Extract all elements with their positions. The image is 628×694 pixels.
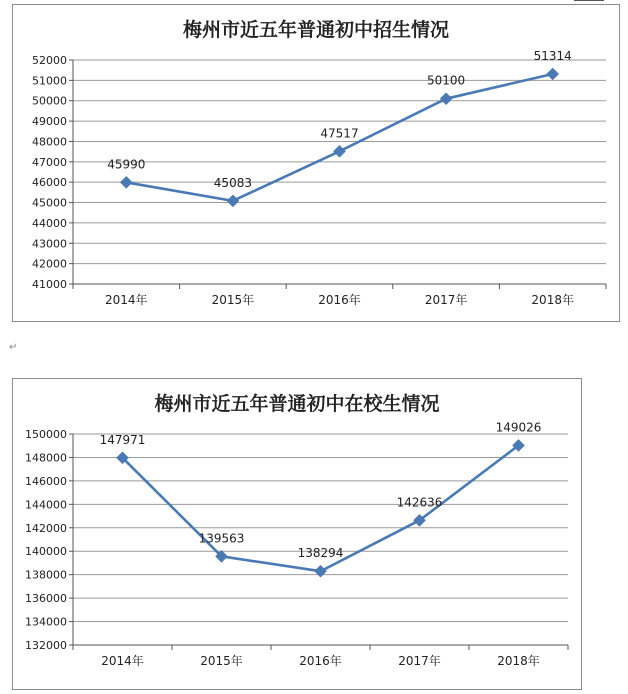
enrollment-chart bbox=[12, 4, 620, 322]
data-point-marker bbox=[120, 176, 132, 188]
y-tick-label: 43000 bbox=[32, 237, 67, 251]
data-point-marker bbox=[547, 68, 559, 80]
y-tick-label: 51000 bbox=[32, 74, 67, 88]
y-tick-label: 144000 bbox=[25, 498, 67, 512]
paragraph-mark: ↵ bbox=[9, 342, 18, 353]
data-label: 138294 bbox=[297, 546, 344, 561]
x-tick-label: 2014年 bbox=[101, 654, 144, 668]
x-tick-label: 2018年 bbox=[497, 654, 540, 668]
x-tick-label: 2016年 bbox=[318, 293, 361, 307]
y-tick-label: 140000 bbox=[25, 545, 67, 559]
data-label: 45990 bbox=[107, 157, 146, 172]
data-label: 147971 bbox=[99, 432, 146, 447]
data-label: 45083 bbox=[213, 175, 252, 190]
enrollment-chart-plot bbox=[13, 5, 621, 323]
data-label: 142636 bbox=[396, 495, 443, 510]
y-tick-label: 45000 bbox=[32, 196, 67, 210]
y-tick-label: 46000 bbox=[32, 176, 67, 190]
y-tick-label: 134000 bbox=[25, 615, 67, 629]
chart-title-students: 梅州市近五年普通初中在校生情况 bbox=[154, 393, 440, 415]
y-tick-label: 138000 bbox=[25, 568, 67, 582]
x-tick-label: 2017年 bbox=[424, 293, 468, 307]
data-label: 51314 bbox=[533, 48, 572, 63]
y-tick-label: 47000 bbox=[32, 155, 67, 169]
y-tick-label: 150000 bbox=[25, 428, 67, 441]
data-point-marker bbox=[315, 565, 327, 577]
y-tick-label: 52000 bbox=[32, 54, 67, 67]
x-tick-label: 2018年 bbox=[531, 293, 574, 307]
data-point-marker bbox=[227, 195, 239, 207]
x-tick-label: 2014年 bbox=[105, 293, 148, 307]
y-tick-label: 42000 bbox=[32, 257, 67, 271]
y-tick-label: 49000 bbox=[32, 115, 67, 129]
data-label: 47517 bbox=[320, 126, 359, 141]
y-tick-label: 44000 bbox=[32, 216, 67, 230]
x-tick-label: 2015年 bbox=[200, 654, 243, 668]
y-tick-label: 132000 bbox=[25, 639, 67, 652]
data-label: 149026 bbox=[495, 420, 542, 435]
y-tick-label: 41000 bbox=[32, 278, 67, 291]
y-tick-label: 148000 bbox=[25, 451, 67, 465]
x-tick-label: 2016年 bbox=[299, 654, 342, 668]
x-tick-label: 2017年 bbox=[398, 654, 441, 668]
y-tick-label: 142000 bbox=[25, 521, 67, 535]
y-tick-label: 136000 bbox=[25, 592, 67, 606]
data-point-marker bbox=[334, 145, 346, 157]
chart-title-enrollment: 梅州市近五年普通初中招生情况 bbox=[182, 19, 449, 41]
students-chart bbox=[12, 378, 582, 690]
y-tick-label: 146000 bbox=[25, 474, 67, 488]
top-corner-line bbox=[574, 0, 604, 1]
x-tick-label: 2015年 bbox=[211, 293, 255, 307]
data-label: 50100 bbox=[427, 73, 466, 88]
students-chart-plot bbox=[13, 379, 583, 691]
y-tick-label: 48000 bbox=[32, 135, 67, 149]
data-label: 139563 bbox=[198, 531, 245, 546]
data-point-marker bbox=[440, 93, 452, 105]
y-tick-label: 50000 bbox=[32, 94, 67, 108]
